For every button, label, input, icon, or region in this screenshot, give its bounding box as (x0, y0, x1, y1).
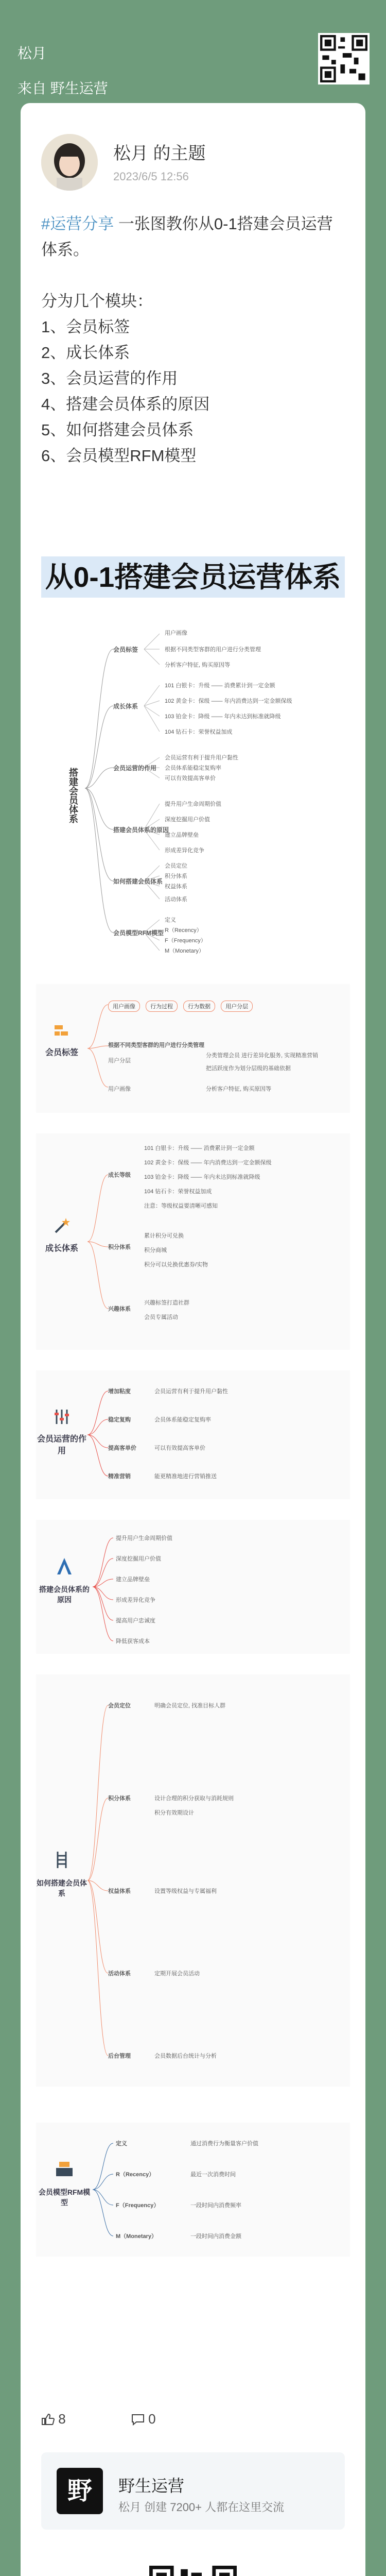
module-item: 6、会员模型RFM模型 (41, 447, 197, 465)
section-row: 提高客单价 (108, 1445, 136, 1451)
section-row: 稳定复购 (108, 1417, 131, 1423)
overview-detail: 活动体系 (165, 896, 187, 903)
section-label: 如何搭建会员体系 (37, 1879, 87, 1897)
section-label: 搭建会员体系的原因 (39, 1585, 90, 1604)
overview-node: 如何搭建会员体系 (113, 878, 163, 885)
section-label: 成长体系 (45, 1244, 78, 1253)
like-button[interactable] (41, 2411, 100, 2427)
section-row: 定义 (116, 2141, 127, 2147)
section-label: 会员运营的作用 (37, 1435, 86, 1455)
header-author: 松月 (17, 45, 47, 61)
section-note: 建立品牌壁垒 (116, 1577, 150, 1583)
letter-a-icon (54, 1556, 75, 1577)
overview-detail: 权益体系 (165, 884, 187, 890)
section-note: 一段时间内消费金额 (190, 2233, 241, 2240)
overview-mindmap (36, 613, 350, 963)
section-member-tags (36, 984, 350, 1113)
module-item: 2、成长体系 (41, 344, 130, 362)
tag-pill: 行为数据 (183, 1001, 215, 1012)
section-note: 形成差异化竞争 (116, 1597, 155, 1603)
overview-detail: 分析客户特征, 购买原因等 (165, 662, 231, 668)
section-row: 活动体系 (108, 1971, 131, 1977)
page-header (0, 0, 386, 103)
section-note: 设计合理的积分获取与消耗规则 (154, 1795, 234, 1802)
overview-detail: 深度挖掘用户价值 (165, 817, 210, 823)
section-rfm-model (36, 2123, 350, 2257)
section-row: 精准营销 (108, 1473, 131, 1480)
post-card (21, 103, 365, 2576)
section-note: 最近一次消费时间 (190, 2172, 236, 2178)
section-row: 兴趣体系 (108, 1306, 131, 1312)
magic-wand-icon (51, 1216, 72, 1236)
overview-node: 会员模型RFM模型 (113, 929, 164, 937)
section-note: 102 黄金卡：保级 —— 年内消费达到一定金额保级 (144, 1160, 272, 1166)
account-logo: 野 (57, 2468, 103, 2514)
thumbs-up-icon (41, 2413, 55, 2426)
account-card[interactable] (41, 2452, 345, 2530)
overview-detail: 会员体系能稳定复购率 (165, 765, 221, 771)
section-note: 积分可以兑换优惠券/实物 (144, 1262, 208, 1268)
module-item: 5、如何搭建会员体系 (41, 421, 194, 439)
overview-detail: 102 黄金卡：保级 —— 年内消费达到一定金额保级 (165, 698, 292, 704)
post-date: 2023/6/5 12:56 (113, 170, 189, 183)
overview-detail: 104 钻石卡：荣誉权益加成 (165, 729, 233, 735)
section-note: 积分商城 (144, 1247, 167, 1253)
module-item: 3、会员运营的作用 (41, 369, 178, 387)
section-note: 会员专属活动 (144, 1314, 178, 1320)
sliders-icon (51, 1406, 72, 1427)
overview-detail: 形成差异化竞争 (165, 848, 204, 854)
tag-icon (51, 1020, 72, 1041)
modules-heading: 分为几个模块： (41, 292, 153, 310)
section-row: 用户分层 (108, 1058, 131, 1064)
section-note: 提高用户忠诚度 (116, 1618, 155, 1624)
tag-pill: 用户画像 (108, 1001, 140, 1012)
section-how-to-build (36, 1674, 350, 2087)
section-row: M（Monetary） (116, 2233, 157, 2240)
section-note: 降低获客成本 (116, 1638, 150, 1645)
header-source: 来自 野生运营 (17, 80, 108, 96)
section-note: 设置等级权益与专属福利 (154, 1888, 217, 1894)
section-row: F（Frequency） (116, 2202, 160, 2209)
overview-detail: 建立品牌壁垒 (165, 832, 199, 838)
section-note: 分析客户特征, 购买原因等 (206, 1086, 272, 1092)
account-name: 野生运营 (118, 2477, 185, 2495)
overview-detail: 定义 (165, 917, 176, 923)
module-item: 1、会员标签 (41, 318, 130, 336)
like-count: 8 (58, 2411, 66, 2427)
section-row: 增加粘度 (108, 1388, 131, 1395)
section-row: 成长等级 (108, 1172, 131, 1178)
section-label: 会员标签 (45, 1048, 78, 1057)
section-note: 把活跃度作为划分层级的基础依据 (206, 1065, 291, 1072)
section-note: 累计积分可兑换 (144, 1233, 184, 1239)
overview-detail: 会员定位 (165, 863, 187, 869)
section-note: 分类管理会员 进行差异化服务, 实现精准营销 (206, 1053, 319, 1059)
author-avatar[interactable] (41, 134, 98, 191)
overview-detail: 提升用户生命周期价值 (165, 801, 221, 807)
comment-count: 0 (148, 2411, 156, 2427)
section-note: 明确会员定位, 找准目标人群 (154, 1703, 226, 1709)
section-row: R（Recency） (116, 2172, 155, 2178)
section-note: 兴趣标签打造社群 (144, 1300, 189, 1306)
module-item: 4、搭建会员体系的原因 (41, 395, 210, 413)
tag-pill: 用户分层 (221, 1001, 253, 1012)
qr-code-icon[interactable] (318, 33, 370, 84)
cash-register-icon (54, 2159, 75, 2179)
section-label: 会员模型RFM模型 (38, 2188, 91, 2207)
section-note: 会员体系能稳定复购率 (154, 1417, 211, 1423)
overview-node: 会员标签 (113, 646, 138, 653)
overview-detail: 101 白银卡：升级 —— 消费累计到一定金额 (165, 683, 275, 689)
overview-detail: 可以有效提高客单价 (165, 775, 216, 782)
post-body (41, 211, 345, 469)
overview-detail: R（Recency） (165, 927, 202, 934)
section-note: 通过消费行为衡量客户价值 (190, 2141, 258, 2147)
overview-detail: 根据不同类型客群的用户进行分类管理 (165, 647, 261, 653)
section-row: 后台管理 (108, 2053, 131, 2059)
overview-detail: M（Monetary） (165, 948, 205, 954)
section-note: 深度挖掘用户价值 (116, 1556, 161, 1562)
comment-button[interactable] (131, 2411, 187, 2427)
overview-detail: 会员运营有利于提升用户黏性 (165, 755, 238, 761)
hashtag-link[interactable]: #运营分享 (41, 215, 114, 233)
section-note: 103 铂金卡：降级 —— 年内未达到标准就降级 (144, 1174, 260, 1180)
poster-title: 从0-1搭建会员运营体系 (41, 556, 345, 598)
tag-pill: 行为过程 (146, 1001, 178, 1012)
section-row: 根据不同类型客群的用户进行分类管理 (108, 1042, 204, 1048)
section-note: 注意：等级权益要清晰可感知 (144, 1203, 218, 1209)
section-note: 积分有效期设计 (154, 1810, 194, 1816)
overview-detail: 用户画像 (165, 630, 187, 636)
ladder-icon (51, 1850, 72, 1870)
overview-detail: F（Frequency） (165, 938, 206, 944)
mindmap-poster[interactable] (21, 546, 365, 2380)
overview-root: 搭建会员体系 (68, 768, 78, 823)
section-note: 提升用户生命周期价值 (116, 1535, 172, 1541)
section-operation-role (36, 1370, 350, 1499)
overview-node: 搭建会员体系的原因 (113, 826, 169, 834)
section-row: 会员定位 (108, 1703, 131, 1709)
post-intro: 一张图教你从0-1搭建会员运营体系。 (41, 215, 333, 259)
qr-code-icon[interactable] (149, 2566, 237, 2576)
section-row: 积分体系 (108, 1795, 131, 1802)
account-subtitle: 松月 创建 7200+ 人都在这里交流 (118, 2501, 285, 2514)
section-row: 积分体系 (108, 1244, 131, 1250)
overview-detail: 103 铂金卡：降级 —— 年内未达到标准就降级 (165, 714, 281, 720)
section-note: 104 钻石卡：荣誉权益加成 (144, 1189, 212, 1195)
section-reasons (36, 1520, 350, 1654)
section-note: 101 白银卡：升级 —— 消费累计到一定金额 (144, 1145, 255, 1151)
reactions-bar (41, 2411, 218, 2427)
section-note: 可以有效提高客单价 (154, 1445, 205, 1451)
comment-icon (131, 2413, 145, 2426)
section-note: 定期开展会员活动 (154, 1971, 200, 1977)
section-growth-system (36, 1133, 350, 1350)
section-note: 会员运营有利于提升用户黏性 (154, 1388, 228, 1395)
overview-node: 成长体系 (113, 703, 138, 710)
section-row: 权益体系 (108, 1888, 131, 1894)
overview-node: 会员运营的作用 (113, 765, 157, 772)
post-author-title: 松月 的主题 (113, 144, 206, 163)
section-note: 会员数据后台统计与分析 (154, 2053, 217, 2059)
section-note: 能更精准地进行营销推送 (154, 1473, 217, 1480)
section-row: 用户画像 (108, 1086, 131, 1092)
section-note: 一段时间内消费频率 (190, 2202, 241, 2209)
overview-detail: 积分体系 (165, 873, 187, 879)
